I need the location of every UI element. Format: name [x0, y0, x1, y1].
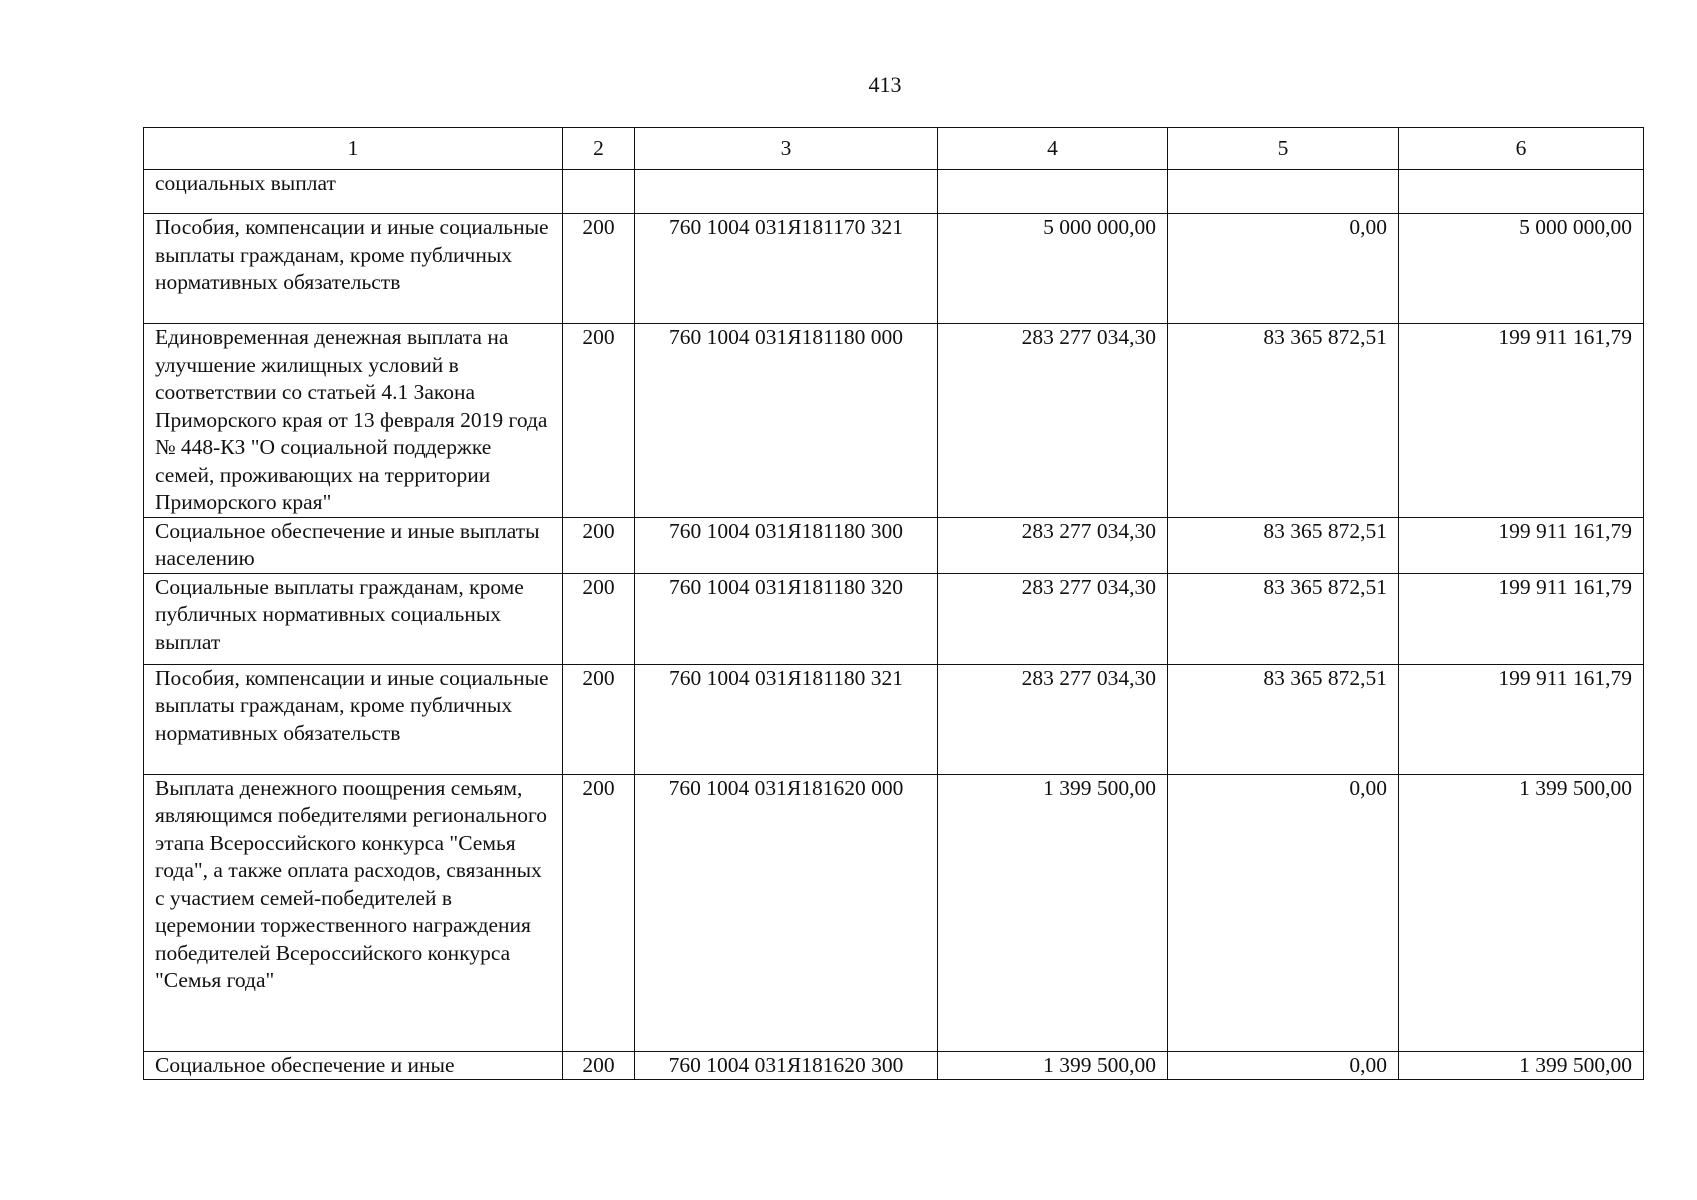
page-number: 413 — [868, 72, 902, 97]
header-col-4: 4 — [938, 128, 1168, 170]
budget-table — [143, 127, 1644, 1080]
header-row — [144, 128, 1644, 170]
row-col5: 83 365 872,51 — [1168, 664, 1399, 774]
row-col2 — [563, 170, 635, 214]
row-col4: 1 399 500,00 — [938, 774, 1168, 1051]
row-col2: 200 — [563, 324, 635, 518]
row-col4: 283 277 034,30 — [938, 573, 1168, 664]
row-col6: 5 000 000,00 — [1399, 214, 1644, 324]
row-col2: 200 — [563, 664, 635, 774]
row-col5: 83 365 872,51 — [1168, 324, 1399, 518]
row-col6: 199 911 161,79 — [1399, 324, 1644, 518]
row-col5: 0,00 — [1168, 774, 1399, 1051]
row-col4: 283 277 034,30 — [938, 517, 1168, 573]
row-code — [635, 170, 938, 214]
row-col2: 200 — [563, 774, 635, 1051]
row-code: 760 1004 031Я181620 000 — [635, 774, 938, 1051]
header-col-1: 1 — [144, 128, 563, 170]
row-name: социальных выплат — [144, 170, 563, 214]
row-col5: 0,00 — [1168, 214, 1399, 324]
table-row — [144, 1051, 1644, 1080]
row-col2: 200 — [563, 1051, 635, 1080]
header-col-3: 3 — [635, 128, 938, 170]
row-col4: 283 277 034,30 — [938, 324, 1168, 518]
table-row — [144, 170, 1644, 214]
row-col6 — [1399, 170, 1644, 214]
header-col-5: 5 — [1168, 128, 1399, 170]
row-col6: 1 399 500,00 — [1399, 1051, 1644, 1080]
row-col6: 199 911 161,79 — [1399, 664, 1644, 774]
row-col2: 200 — [563, 573, 635, 664]
row-name: Социальные выплаты гражданам, кроме публичных нормативных социальных выплат — [144, 573, 563, 664]
row-code: 760 1004 031Я181180 000 — [635, 324, 938, 518]
row-code: 760 1004 031Я181180 300 — [635, 517, 938, 573]
row-col5: 0,00 — [1168, 1051, 1399, 1080]
row-name: Социальное обеспечение и иные выплаты населению — [144, 517, 563, 573]
row-col6: 199 911 161,79 — [1399, 573, 1644, 664]
header-col-2: 2 — [563, 128, 635, 170]
header-col-6: 6 — [1399, 128, 1644, 170]
row-col4: 283 277 034,30 — [938, 664, 1168, 774]
table-row — [144, 664, 1644, 774]
table-row — [144, 214, 1644, 324]
table-row — [144, 774, 1644, 1051]
table-row — [144, 517, 1644, 573]
row-col2: 200 — [563, 517, 635, 573]
row-col4: 5 000 000,00 — [938, 214, 1168, 324]
table-row — [144, 324, 1644, 518]
row-col4: 1 399 500,00 — [938, 1051, 1168, 1080]
row-col6: 1 399 500,00 — [1399, 774, 1644, 1051]
table-row — [144, 573, 1644, 664]
row-col6: 199 911 161,79 — [1399, 517, 1644, 573]
row-col2: 200 — [563, 214, 635, 324]
row-col5: 83 365 872,51 — [1168, 517, 1399, 573]
row-col5: 83 365 872,51 — [1168, 573, 1399, 664]
row-name: Пособия, компенсации и иные социальные выплаты гражданам, кроме публичных нормативных обязательств — [144, 664, 563, 774]
row-code: 760 1004 031Я181180 320 — [635, 573, 938, 664]
row-col5 — [1168, 170, 1399, 214]
row-name: Выплата денежного поощрения семьям, являющимся победителями регионального этапа Всероссийского конкурса "Семья года", а также оплата расходов, связанных с участием семей-победителей в церемонии торжественного награждения победителей Всероссийского конкурса "Семья года" — [144, 774, 563, 1051]
row-name: Единовременная денежная выплата на улучшение жилищных условий в соответствии со статьей 4.1 Закона Приморского края от 13 февраля 2019 года № 448-КЗ "О социальной поддержке семей, проживающих на территории Приморского края" — [144, 324, 563, 518]
row-name: Пособия, компенсации и иные социальные выплаты гражданам, кроме публичных нормативных обязательств — [144, 214, 563, 324]
row-code: 760 1004 031Я181180 321 — [635, 664, 938, 774]
row-code: 760 1004 031Я181620 300 — [635, 1051, 938, 1080]
row-code: 760 1004 031Я181170 321 — [635, 214, 938, 324]
row-col4 — [938, 170, 1168, 214]
row-name: Социальное обеспечение и иные — [144, 1051, 563, 1080]
